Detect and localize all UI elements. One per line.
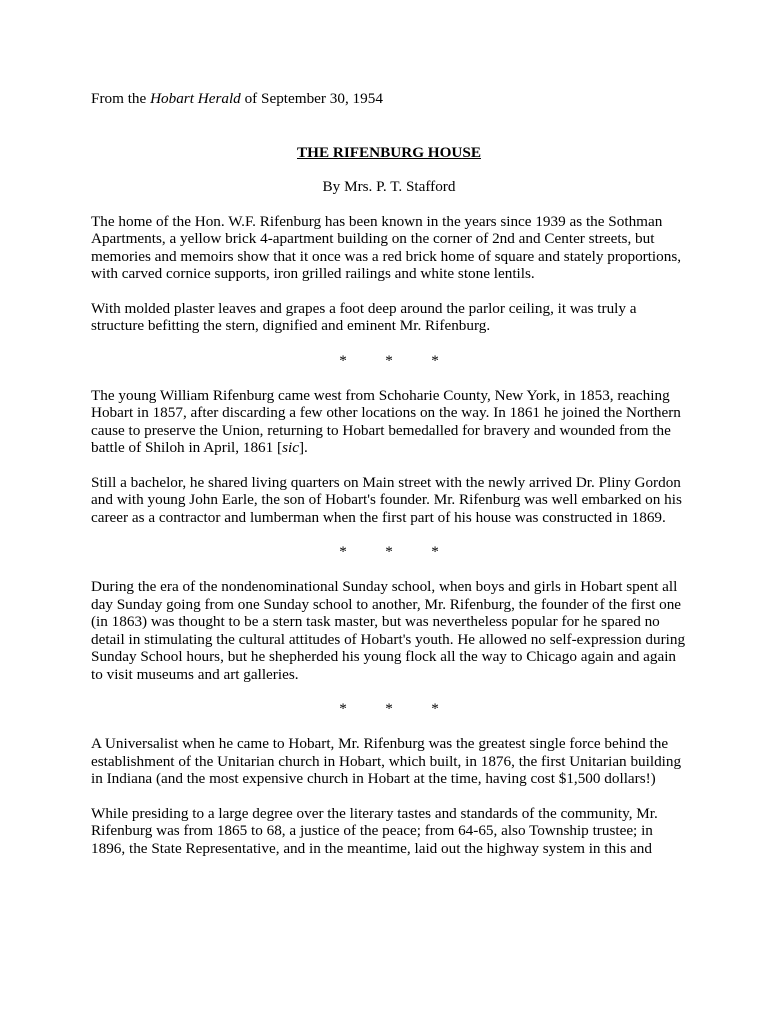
separator-star: * [431,351,439,369]
paragraph-4: Still a bachelor, he shared living quarters on Main street with the newly arrived Dr. Pliny Gordon and with young John Earle, the son of Hobart's founder. Mr. Rifenburg was well embarked on his career as a contractor and lumberman when the first part of his house was constructed in 1869. [91,473,682,526]
paragraph-2: With molded plaster leaves and grapes a foot deep around the parlor ceiling, it was truly a structure befitting the stern, dignified and eminent Mr. Rifenburg. [91,299,637,334]
source-suffix: of September 30, 1954 [240,90,383,107]
paragraph-6: A Universalist when he came to Hobart, Mr. Rifenburg was the greatest single force behind the establishment of the Unitarian church in Hobart, which built, in 1876, the first Unitarian building in Indiana (and the most expensive church in Hobart at the time, having cost $1,500 dollars!) [91,735,682,787]
paragraph-3 [91,387,687,457]
article-body [91,90,687,857]
section-separator-3 [91,700,687,718]
paragraph-5: During the era of the nondenominational Sunday school, when boys and girls in Hobart spent all day Sunday going from one Sunday school to another, Mr. Rifenburg, the founder of the first one (in 1863) was thought to be a stern task master, but was nevertheless popular for he spared no detail in stimulating the cultural attitudes of Hobart's youth. He allowed no self-expression during Sunday School hours, but he shepherded his young flock all the way to Chicago again and again to visit museums and art galleries. [91,578,686,683]
separator-star: * [385,700,393,717]
separator-star: * [385,351,393,369]
section-separator-2 [91,543,687,561]
source-line [91,90,687,108]
separator-star: * [339,700,347,717]
section-separator-1 [91,352,687,370]
sic-annotation: sic [282,439,299,456]
separator-star: * [431,543,439,560]
separator-star: * [431,700,439,717]
separator-star: * [339,543,347,560]
separator-star: * [385,543,393,560]
paragraph-7: While presiding to a large degree over the literary tastes and standards of the community, Mr. Rifenburg was from 1865 to 68, a justice of the peace; from 64-65, also Township trustee; in 1896, the State Representative, and in the meantime, laid out the highway system in this and [91,804,658,857]
separator-star: * [339,351,347,369]
source-prefix: From the [91,90,151,107]
paragraph-3-end: ]. [298,439,308,456]
paragraph-3-text: The young William Rifenburg came west from Schoharie County, New York, in 1853, reaching Hobart in 1857, after discarding a few other locations on the way. In 1861 he joined the Northern cause to preserve the Union, returning to Hobart bemedalled for bravery and wounded from the battle of Shiloh in April, 1861 [ [91,386,681,456]
paragraph-1: The home of the Hon. W.F. Rifenburg has been known in the years since 1939 as the Sothman Apartments, a yellow brick 4-apartment building on the corner of 2nd and Center streets, but memories and memoirs show that it once was a red brick home of square and stately proportions, with carved cornice supports, iron grilled railings and white stone lentils. [91,212,682,282]
article-title: THE RIFENBURG HOUSE [297,143,481,161]
newspaper-name: Hobart Herald [150,90,241,107]
article-byline: By Mrs. P. T. Stafford [322,178,456,195]
